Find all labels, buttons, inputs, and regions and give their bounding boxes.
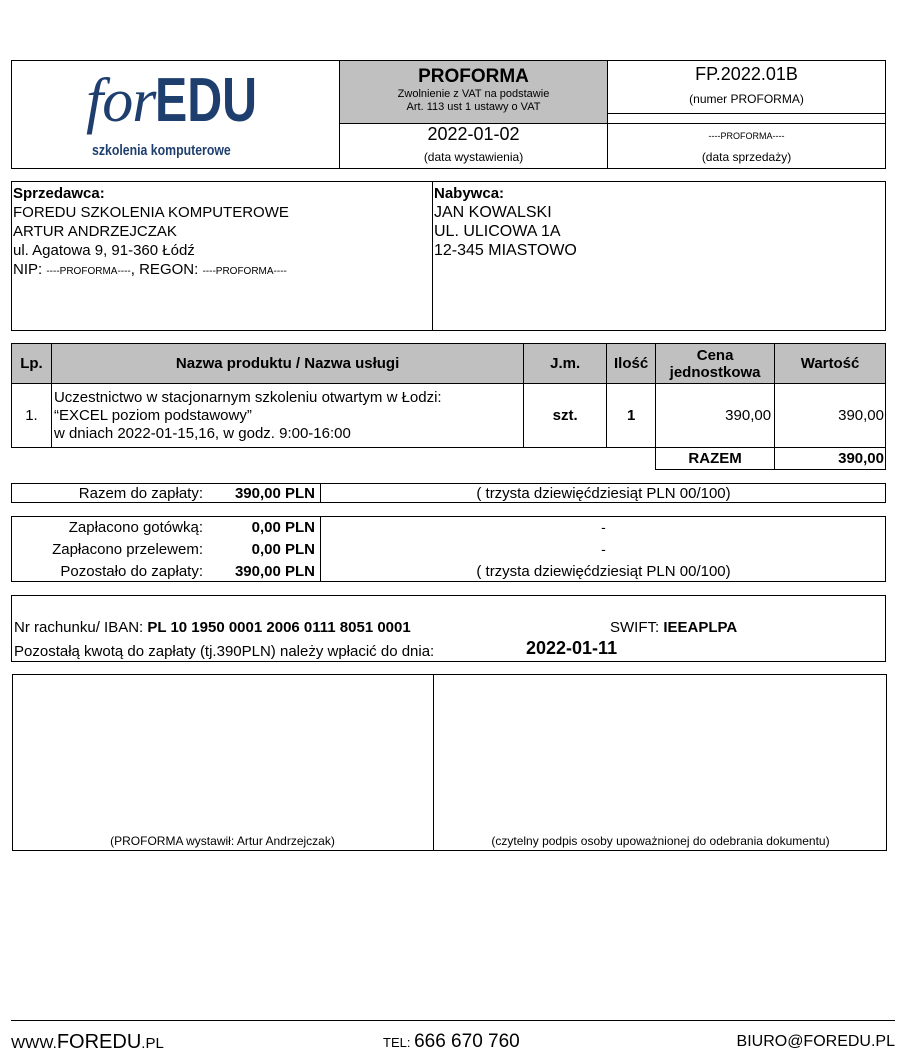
- header-name: Nazwa produktu / Nazwa usługi: [51, 344, 523, 384]
- amount-due-label: Razem do zapłaty:: [78, 485, 203, 502]
- swift-label: SWIFT:: [610, 619, 664, 636]
- buyer-block: [434, 184, 879, 260]
- amount-due-value: 390,00 PLN: [234, 485, 315, 502]
- total-label: RAZEM: [656, 448, 775, 470]
- buyer-street: UL. ULICOWA 1A: [434, 223, 561, 240]
- items-table: [11, 343, 886, 470]
- seller-block: [13, 184, 428, 281]
- deadline-date: 2022-01-11: [526, 638, 618, 658]
- row-name-line2: “EXCEL poziom podstawowy”: [53, 406, 252, 424]
- row-value: 390,00: [775, 384, 886, 448]
- buyer-city: 12-345 MIASTOWO: [434, 242, 577, 259]
- remaining-label: Pozostało do zapłaty:: [60, 563, 203, 580]
- deadline-text: Pozostałą kwotą do zapłaty (tj.390PLN) należy wpłacić do dnia:: [14, 643, 435, 660]
- issuer-signature-label: (PROFORMA wystawił: Artur Andrzejczak): [110, 834, 335, 848]
- document-number: FP.2022.01B: [695, 64, 798, 84]
- row-qty: 1: [607, 384, 656, 448]
- table-row: [12, 384, 886, 448]
- regon-label: , REGON:: [130, 261, 203, 278]
- logo-edu-text: EDU: [155, 66, 258, 135]
- seller-name: FOREDU SZKOLENIA KOMPUTEROWE: [13, 204, 289, 221]
- phone-value: 666 670 760: [414, 1031, 520, 1052]
- swift-line: [610, 619, 880, 636]
- footer-website[interactable]: [11, 1031, 164, 1054]
- total-value: 390,00: [775, 448, 886, 470]
- nip-value: ----PROFORMA----: [46, 266, 131, 277]
- proforma-title-cell: [339, 60, 608, 124]
- issue-date-label: (data wystawienia): [423, 150, 524, 164]
- logo-tagline: szkolenia komputerowe: [92, 142, 231, 159]
- cash-words: -: [601, 519, 606, 535]
- row-description: [51, 384, 523, 448]
- logo-for-text: for: [86, 67, 156, 135]
- row-name-line3: w dniach 2022-01-15,16, w godz. 9:00-16:00: [53, 424, 351, 442]
- parties-divider: [432, 181, 433, 331]
- vat-note-line1: Zwolnienie z VAT na podstawie: [397, 88, 550, 100]
- swift-value: IEEAPLPA: [663, 619, 738, 636]
- website-main: FOREDU: [56, 1031, 142, 1053]
- foredu-logo: [86, 66, 326, 166]
- seller-ids: [13, 260, 428, 281]
- seller-address: ul. Agatowa 9, 91-360 Łódź: [13, 242, 195, 259]
- website-suffix: .PL: [141, 1035, 164, 1052]
- buyer-name: JAN KOWALSKI: [434, 204, 552, 221]
- vat-note-line2: Art. 113 ust 1 ustawy o VAT: [406, 101, 541, 113]
- sale-date: ----PROFORMA----: [708, 131, 785, 141]
- signatures-divider: [433, 674, 434, 851]
- iban-label: Nr rachunku/ IBAN:: [14, 619, 148, 636]
- remaining-words: ( trzysta dziewięćdziesiąt PLN 00/100): [476, 563, 731, 580]
- footer-divider: [11, 1020, 895, 1021]
- header-unit: J.m.: [524, 344, 607, 384]
- signatures-box: [12, 674, 887, 851]
- website-prefix: WWW.: [11, 1035, 57, 1052]
- document-number-label: (numer PROFORMA): [689, 92, 804, 106]
- iban-line: [14, 619, 614, 636]
- footer-phone[interactable]: [383, 1031, 520, 1053]
- header-lp: Lp.: [12, 344, 52, 384]
- iban-value: PL 10 1950 0001 2006 0111 8051 0001: [147, 619, 411, 636]
- seller-owner: ARTUR ANDRZEJCZAK: [13, 223, 177, 240]
- phone-label: TEL:: [383, 1035, 415, 1050]
- total-row: [12, 448, 886, 470]
- row-unit-price: 390,00: [656, 384, 775, 448]
- buyer-heading: Nabywca:: [434, 185, 505, 202]
- issue-date: 2022-01-02: [427, 124, 520, 144]
- transfer-label: Zapłacono przelewem:: [52, 541, 203, 558]
- amount-due-words: ( trzysta dziewięćdziesiąt PLN 00/100): [476, 485, 731, 502]
- nip-label: NIP:: [13, 261, 47, 278]
- document-type: PROFORMA: [418, 66, 529, 87]
- transfer-value: 0,00 PLN: [251, 541, 315, 558]
- header-qty: Ilość: [607, 344, 656, 384]
- row-name-line1: Uczestnictwo w stacjonarnym szkoleniu otwartym w Łodzi:: [53, 388, 442, 406]
- header-value: Wartość: [775, 344, 886, 384]
- sale-date-label: (data sprzedaży): [701, 150, 792, 164]
- number-cell-divider: [607, 113, 886, 114]
- header-unit-price: Cena jednostkowa: [656, 344, 775, 384]
- receiver-signature-label: (czytelny podpis osoby upoważnionej do odebrania dokumentu): [491, 834, 830, 848]
- cash-value: 0,00 PLN: [251, 519, 315, 536]
- seller-heading: Sprzedawca:: [13, 185, 105, 202]
- row-unit: szt.: [524, 384, 607, 448]
- cash-label: Zapłacono gotówką:: [68, 519, 203, 536]
- row-lp: 1.: [12, 384, 52, 448]
- remaining-value: 390,00 PLN: [234, 563, 315, 580]
- transfer-words: -: [601, 541, 606, 557]
- regon-value: ----PROFORMA----: [202, 266, 287, 277]
- footer-email[interactable]: BIURO@FOREDU.PL: [736, 1033, 895, 1050]
